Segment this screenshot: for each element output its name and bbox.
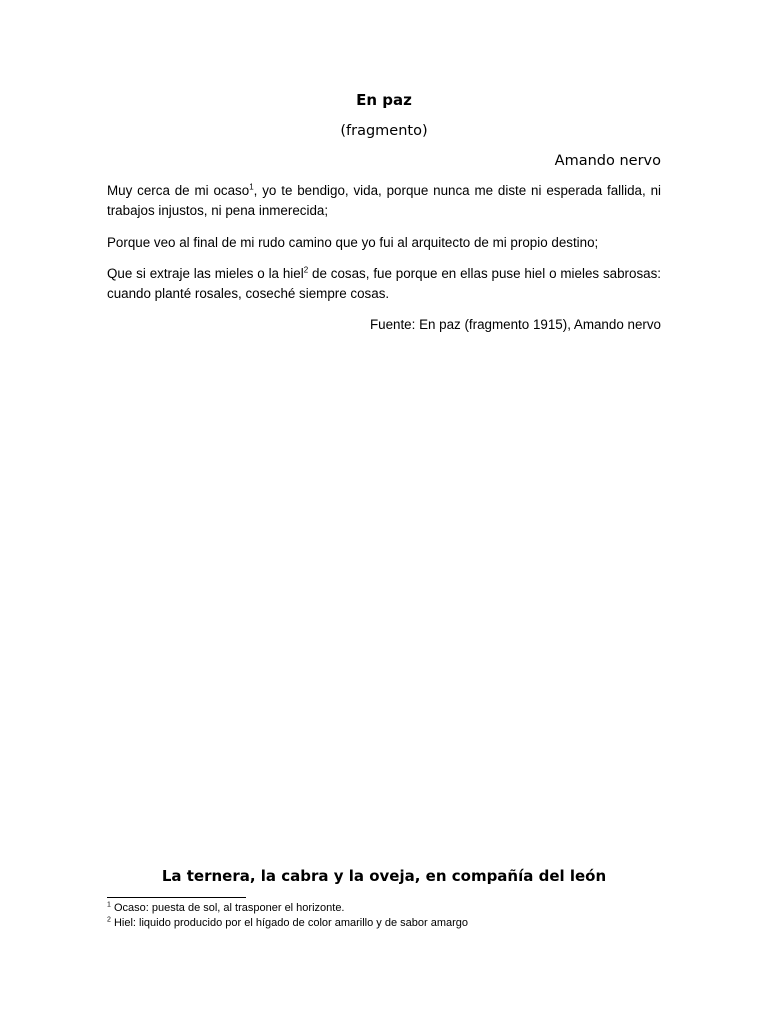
footnote-number: 2 — [107, 916, 111, 924]
poem-paragraph-3 — [107, 264, 661, 304]
footnote-text: Hiel: liquido producido por el hígado de color amarillo y de sabor amargo — [113, 917, 469, 929]
poem-source: Fuente: En paz (fragmento 1915), Amando nervo — [369, 317, 661, 332]
footnote-separator — [107, 897, 246, 898]
footnote-1 — [107, 901, 661, 916]
poem-paragraph-1-start: Muy cerca de mi ocaso — [107, 183, 250, 198]
poem-author: Amando nervo — [554, 153, 661, 169]
footnote-2 — [107, 916, 661, 931]
next-section-title: La ternera, la cabra y la oveja, en compañía del león — [161, 867, 607, 885]
footnote-ref-1: 1 — [249, 182, 254, 192]
footnotes — [107, 901, 661, 931]
poem-paragraph-1 — [107, 181, 661, 221]
footnote-number: 1 — [107, 901, 111, 909]
poem-title: En paz — [356, 91, 412, 109]
poem-paragraph-2: Porque veo al final de mi rudo camino que yo fui al arquitecto de mi propio destino; — [107, 235, 599, 250]
footnote-text: Ocaso: puesta de sol, al trasponer el horizonte. — [113, 902, 345, 914]
poem-paragraph-3-end: de cosas, fue porque en ellas puse hiel o mieles sabrosas: cuando planté rosales, coseché siempre cosas. — [107, 266, 661, 301]
poem-paragraph-1-end: , yo te bendigo, vida, porque nunca me diste ni esperada fallida, ni trabajos injustos, ni pena inmerecida; — [107, 183, 661, 218]
footnote-ref-2: 2 — [303, 265, 309, 275]
poem-subtitle: (fragmento) — [340, 123, 428, 139]
poem-paragraph-3-start: Que si extraje las mieles o la hiel — [107, 266, 304, 281]
